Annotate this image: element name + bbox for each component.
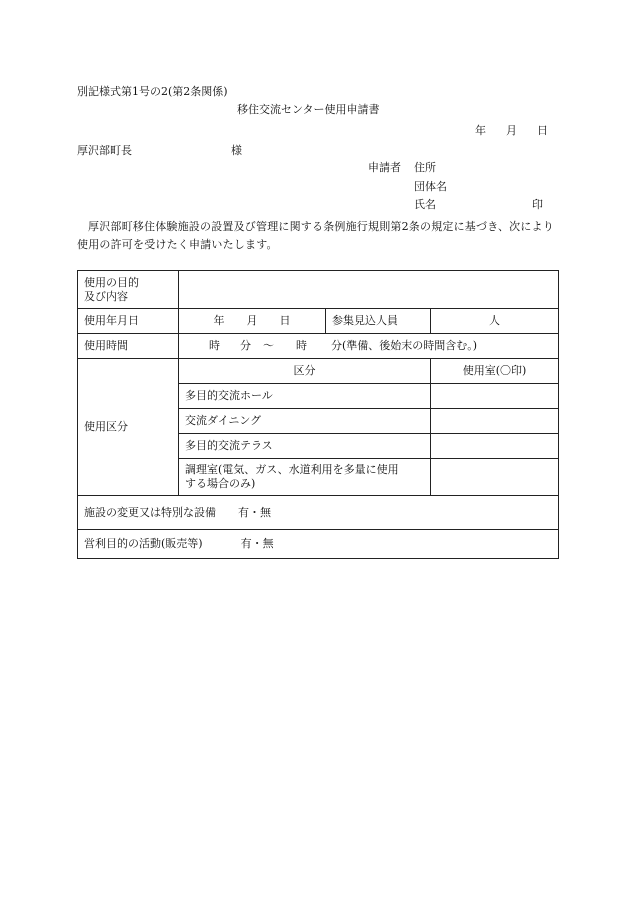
room-name: 多目的交流テラス [179,434,431,459]
use-date-label: 使用年月日 [78,309,179,334]
purpose-row [78,271,559,309]
section-header: 区分 [179,359,431,384]
time-note: (準備、後始末の時間含む。) [342,339,478,352]
use-time-label: 使用時間 [78,334,179,359]
facility-change-cell[interactable] [78,496,559,530]
category-label: 使用区分 [78,359,179,496]
room-mark-cell[interactable] [431,384,559,409]
category-header-row [78,359,559,384]
use-date-field[interactable] [179,309,326,334]
kitchen-line2: する場合のみ) [185,477,256,490]
date-month: 月 [506,124,517,137]
purpose-label [78,271,179,309]
use-date-row [78,309,559,334]
addressee: 厚沢部町長 [77,144,132,157]
purpose-label-line1: 使用の目的 [84,275,139,289]
address-label: 住所 [414,161,436,174]
name-label: 氏名 [414,198,436,211]
commercial-cell[interactable] [78,530,559,559]
applicant-label: 申請者 [368,161,401,174]
application-table [77,270,559,559]
use-date-month: 月 [246,314,258,327]
purpose-field[interactable] [179,271,559,309]
commercial-options[interactable]: 有・無 [240,537,274,550]
facility-change-label: 施設の変更又は特別な設備 [84,505,216,519]
kitchen-line1: 調理室(電気、ガス、水道利用を多量に使用 [185,463,399,476]
document-title: 移住交流センター使用申請書 [237,103,380,116]
form-number: 別記様式第1号の2(第2条関係) [77,85,228,98]
application-date [475,124,548,138]
time-hour-start: 時 [209,339,220,352]
commercial-row [78,530,559,559]
purpose-label-line2: 及び内容 [84,289,128,303]
time-minute-start: 分 [240,339,251,352]
time-minute-end: 分 [331,339,342,352]
time-tilde: ～ [263,339,274,352]
attendees-field[interactable] [431,309,559,334]
use-time-field[interactable] [179,334,559,359]
group-name-label: 団体名 [414,180,447,193]
commercial-label: 営利目的の活動(販売等) [84,537,203,550]
attendees-unit: 人 [489,314,500,327]
use-time-row [78,334,559,359]
date-year: 年 [475,124,486,137]
use-date-year: 年 [213,314,225,327]
room-mark-cell[interactable] [431,409,559,434]
honorific: 様 [231,144,242,157]
use-date-day: 日 [279,314,291,327]
body-paragraph: 厚沢部町移住体験施設の設置及び管理に関する条例施行規則第2条の規定に基づき、次により使用の許可を受けたく申請いたします。 [77,220,554,251]
room-mark-cell[interactable] [431,434,559,459]
facility-change-row [78,496,559,530]
room-name: 多目的交流ホール [179,384,431,409]
room-name: 交流ダイニング [179,409,431,434]
room-mark-cell[interactable] [431,459,559,496]
kitchen-room-name [179,459,431,496]
seal-mark: 印 [532,198,543,211]
room-header: 使用室(〇印) [431,359,559,384]
time-hour-end: 時 [296,339,307,352]
facility-change-options[interactable]: 有・無 [238,505,271,519]
attendees-label: 参集見込人員 [326,309,431,334]
date-day: 日 [537,124,548,137]
